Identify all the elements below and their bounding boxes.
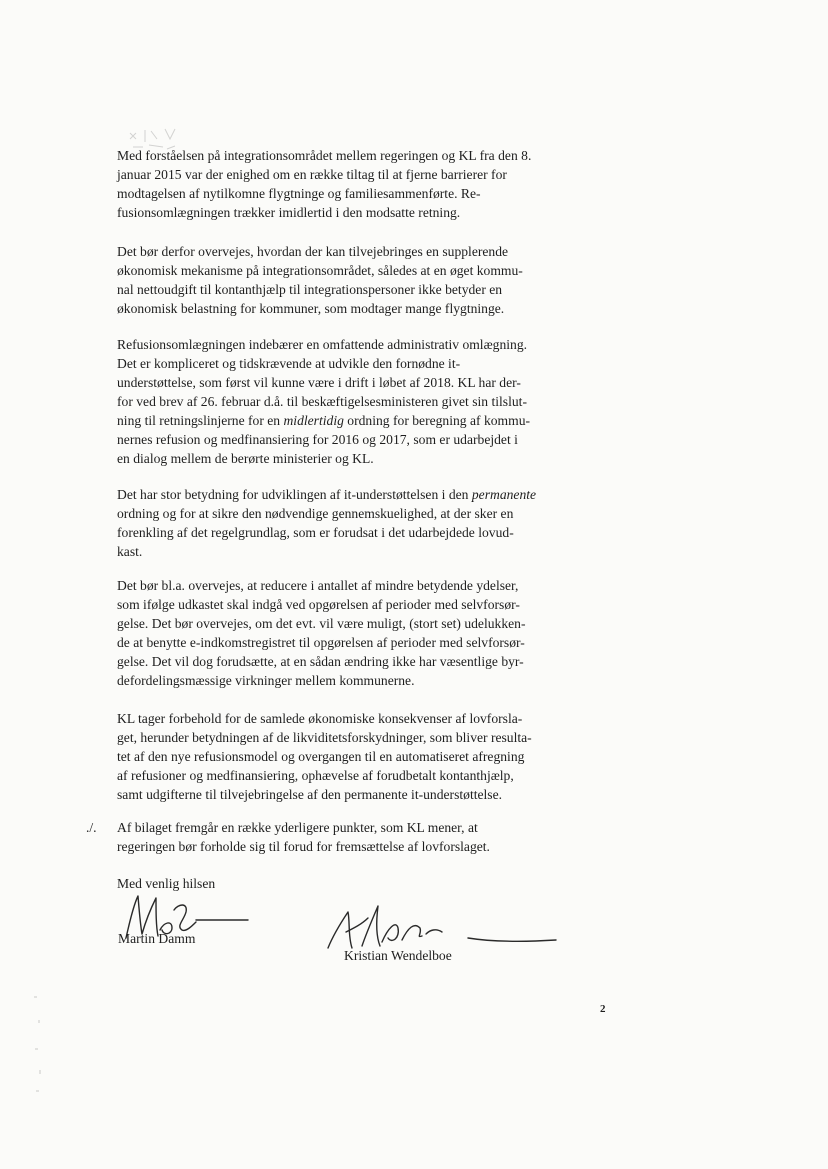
paragraph-it-support <box>117 485 569 561</box>
text-line: modtagelsen af nytilkomne flygtninge og familiesammenførte. Re- <box>117 186 481 201</box>
paragraph-administrative-changeover <box>117 335 569 468</box>
text-line: Det er kompliceret og tidskrævende at udvikle den fornødne it- <box>117 356 461 371</box>
paragraph-appendix-points <box>117 818 569 856</box>
text-line: Det bør derfor overvejes, hvordan der kan tilvejebringes en supplerende <box>117 244 509 259</box>
scan-edge-noise <box>30 990 48 1100</box>
text-line: økonomisk belastning for kommuner, som modtager mange flygtninge. <box>117 301 505 316</box>
text-segment: ordning for beregning af kommu- <box>343 413 531 428</box>
text-line: en dialog mellem de berørte ministerier og KL. <box>117 451 374 466</box>
closing-greeting: Med venlig hilsen <box>117 876 216 891</box>
paragraph-integration-agreement <box>117 146 569 222</box>
text-line: samt udgifterne til tilvejebringelse af den permanente it-understøttelse. <box>117 787 503 802</box>
text-line: nernes refusion og medfinansiering for 2016 og 2017, som er udarbejdet i <box>117 432 518 447</box>
text-line: Det bør bl.a. overvejes, at reducere i antallet af mindre betydende ydelser, <box>117 578 519 593</box>
text-line: nal nettoudgift til kontanthjælp til integrationspersoner ikke betyder en <box>117 282 503 297</box>
text-line: økonomisk mekanisme på integrationsområdet, således at en øget kommu- <box>117 263 523 278</box>
text-line: af refusioner og medfinansiering, ophævelse af forudbetalt kontanthjælp, <box>117 768 514 783</box>
signatory-name-1: Martin Damm <box>118 931 196 946</box>
text-line: for ved brev af 26. februar d.å. til beskæftigelsesministeren givet sin tilslut- <box>117 394 527 409</box>
text-line-with-emphasis <box>117 411 569 430</box>
text-line: gelse. Det bør overvejes, om det evt. vil være muligt, (stort set) udelukken- <box>117 616 526 631</box>
text-line: regeringen bør forholde sig til forud for fremsættelse af lovforslaget. <box>117 839 490 854</box>
text-line: understøttelse, som først vil kunne være i drift i løbet af 2018. KL har der- <box>117 375 521 390</box>
text-line: tet af den nye refusionsmodel og overgangen til en automatiseret afregning <box>117 749 525 764</box>
text-line: Med forståelsen på integrationsområdet mellem regeringen og KL fra den 8. <box>117 148 532 163</box>
emphasis-temporary: midlertidig <box>283 413 344 428</box>
signatory-name-2: Kristian Wendelboe <box>344 948 452 963</box>
text-line: Af bilaget fremgår en række yderligere punkter, som KL mener, at <box>117 820 478 835</box>
text-line: gelse. Det vil dog forudsætte, at en sådan ændring ikke har væsentlige byr- <box>117 654 524 669</box>
paragraph-benefits-reduction <box>117 576 569 690</box>
text-line: forenkling af det regelgrundlag, som er forudsat i det udarbejdede lovud- <box>117 525 514 540</box>
emphasis-permanent: permanente <box>471 487 537 502</box>
text-line: fusionsomlægningen trækker imidlertid i den modsatte retning. <box>117 205 461 220</box>
text-line: som ifølge udkastet skal indgå ved opgørelsen af perioder med selvforsør- <box>117 597 520 612</box>
text-line: kast. <box>117 544 143 559</box>
paragraph-reservation <box>117 709 569 804</box>
enclosure-marker: ./. <box>86 820 97 835</box>
text-segment: Det har stor betydning for udviklingen af it-understøttelsen i den <box>117 487 472 502</box>
text-segment: ning til retningslinjerne for en <box>117 413 284 428</box>
text-line: KL tager forbehold for de samlede økonomiske konsekvenser af lovforsla- <box>117 711 523 726</box>
text-line: Refusionsomlægningen indebærer en omfattende administrativ omlægning. <box>117 337 528 352</box>
text-line: defordelingsmæssige virkninger mellem kommunerne. <box>117 673 415 688</box>
text-line: januar 2015 var der enighed om en række tiltag til at fjerne barrierer for <box>117 167 507 182</box>
paragraph-economic-mechanism <box>117 242 569 318</box>
text-line: ordning og for at sikre den nødvendige gennemskuelighed, at der sker en <box>117 506 514 521</box>
text-line: de at benytte e-indkomstregistret til opgørelsen af perioder med selvforsør- <box>117 635 525 650</box>
text-line: get, herunder betydningen af de likviditetsforskydninger, som bliver resulta- <box>117 730 532 745</box>
text-line-with-emphasis <box>117 485 569 504</box>
page-number: 2 <box>600 1003 606 1015</box>
